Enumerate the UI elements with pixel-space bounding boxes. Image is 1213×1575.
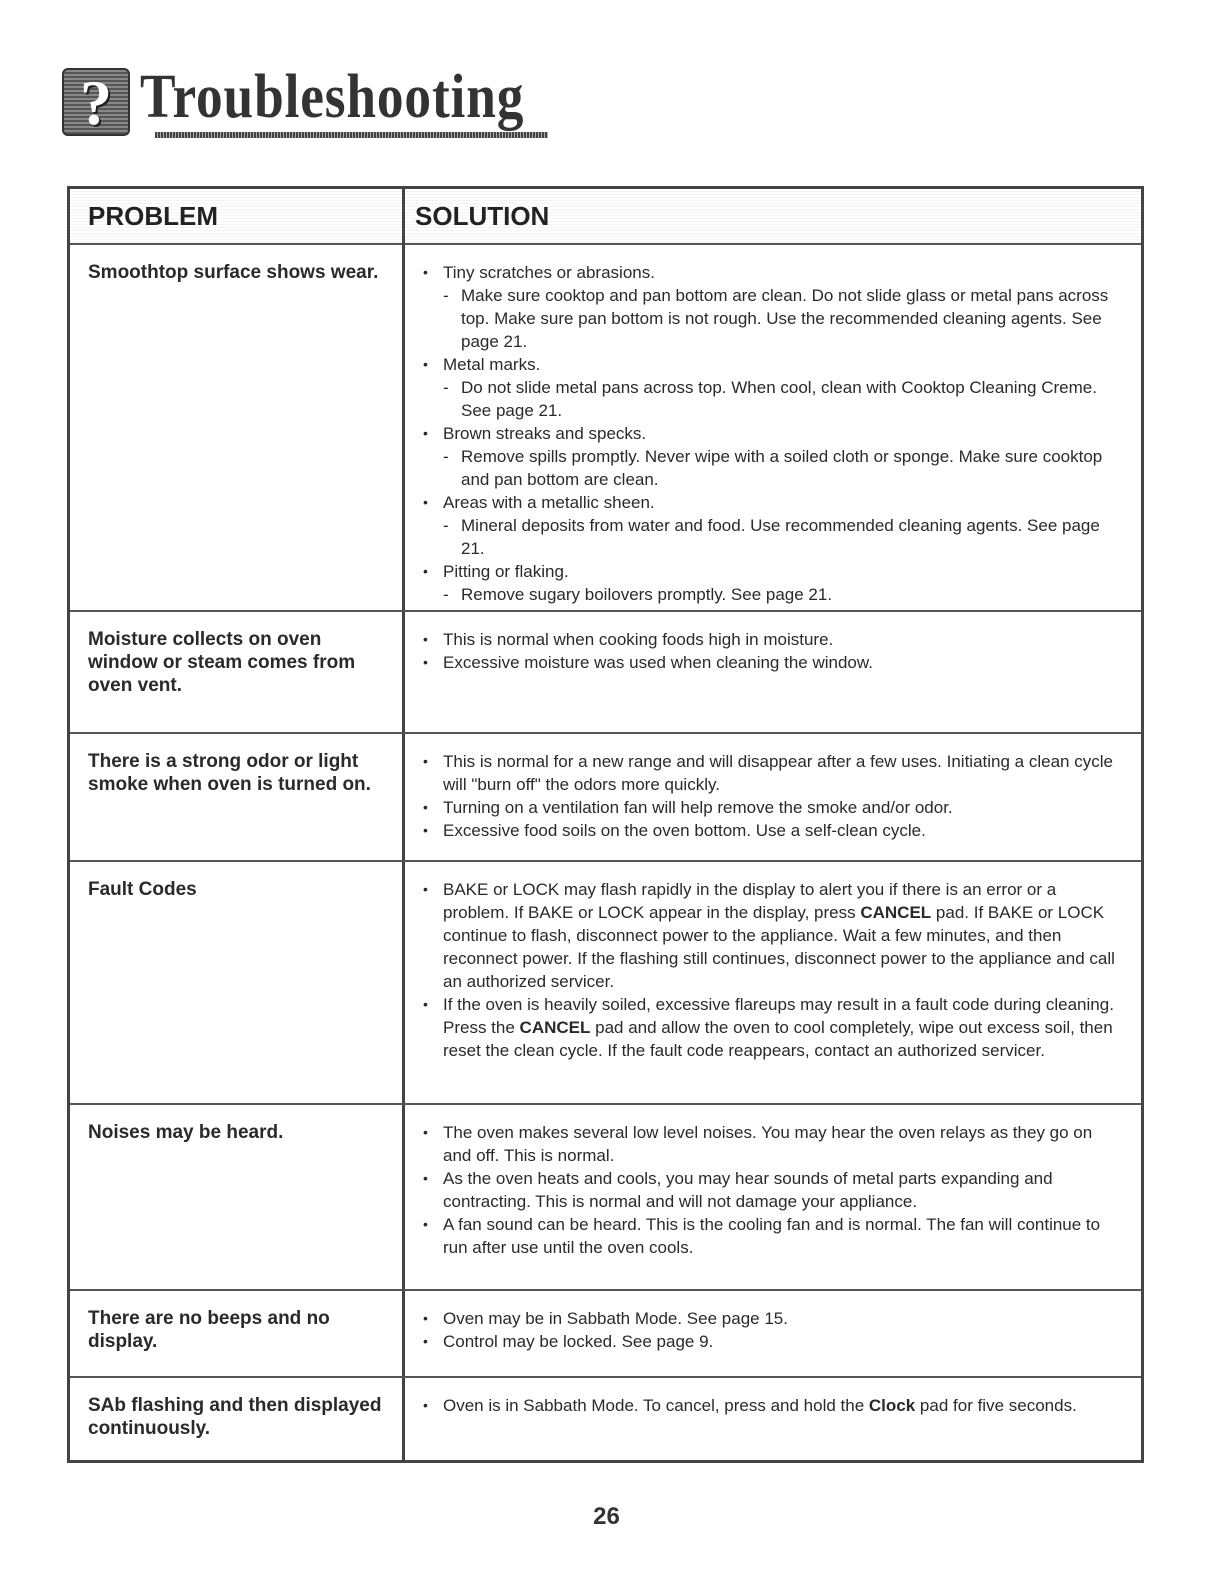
table-row [70, 243, 1141, 612]
solution-bullet: • Control may be locked. See page 9. [423, 1330, 1123, 1353]
solution-bullet: • As the oven heats and cools, you may hear sounds of metal parts expanding and contracting. This is normal and will not damage your appliance. [423, 1167, 1123, 1213]
solution-detail: - Remove spills promptly. Never wipe with a soiled cloth or sponge. Make sure cooktop and pan bottom are clean. [423, 445, 1123, 491]
solution-text [423, 1394, 1123, 1417]
table-row [70, 1103, 1141, 1291]
solution-bullet: • Turning on a ventilation fan will help remove the smoke and/or odor. [423, 796, 1123, 819]
problem-text: Moisture collects on oven window or steam comes from oven vent. [88, 629, 356, 696]
solution-text [423, 1307, 1123, 1353]
problem-column-header: PROBLEM [88, 201, 218, 231]
problem-text: There are no beeps and no display. [88, 1308, 330, 1352]
problem-text: Smoothtop surface shows wear. [88, 262, 379, 283]
solution-detail: - Do not slide metal pans across top. When cool, clean with Cooktop Cleaning Creme. See page 21. [423, 376, 1123, 422]
solution-bullet: • The oven makes several low level noises. You may hear the oven relays as they go on and off. This is normal. [423, 1121, 1123, 1167]
solution-column-header: SOLUTION [415, 201, 550, 231]
table-row [70, 860, 1141, 1105]
solution-bullet: • Oven is in Sabbath Mode. To cancel, press and hold the Clock pad for five seconds. [423, 1394, 1123, 1417]
table-header [70, 189, 1141, 245]
solution-text [423, 1121, 1123, 1259]
table-row [70, 1289, 1141, 1378]
solution-text [423, 878, 1123, 1062]
solution-bullet: • Brown streaks and specks. [423, 422, 1123, 445]
problem-text: There is a strong odor or light smoke when oven is turned on. [88, 751, 371, 795]
solution-detail: - Mineral deposits from water and food. Use recommended cleaning agents. See page 21. [423, 514, 1123, 560]
solution-detail: - Make sure cooktop and pan bottom are clean. Do not slide glass or metal pans across top. Make sure pan bottom is not rough. Use the recommended cleaning agents. See page 21. [423, 284, 1123, 353]
problem-text: SAb flashing and then displayed continuously. [88, 1395, 382, 1439]
problem-text: Fault Codes [88, 879, 197, 900]
troubleshooting-table [67, 186, 1144, 1463]
solution-bullet: • BAKE or LOCK may flash rapidly in the display to alert you if there is an error or a problem. If BAKE or LOCK appear in the display, press CANCEL pad. If BAKE or LOCK continue to flash, disconnect power to the appliance. Wait a few minutes, and then reconnect power. If the flashing still continues, disconnect power to the appliance and call an authorized servicer. [423, 878, 1123, 993]
solution-detail: - Remove sugary boilovers promptly. See page 21. [423, 583, 1123, 606]
table-row [70, 610, 1141, 734]
page-number: 26 [593, 1503, 620, 1530]
problem-text: Noises may be heard. [88, 1122, 284, 1143]
solution-bullet: • Areas with a metallic sheen. [423, 491, 1123, 514]
solution-bullet: • Tiny scratches or abrasions. [423, 261, 1123, 284]
page-title: Troubleshooting [140, 63, 525, 131]
solution-bullet: • This is normal for a new range and will disappear after a few uses. Initiating a clean cycle will "burn off" the odors more quickly. [423, 750, 1123, 796]
solution-text [423, 628, 1123, 674]
title-underline [155, 132, 548, 138]
table-row [70, 732, 1141, 862]
solution-bullet: • Metal marks. [423, 353, 1123, 376]
solution-bullet: • Excessive moisture was used when cleaning the window. [423, 651, 1123, 674]
solution-text [423, 750, 1123, 842]
solution-text [423, 261, 1123, 606]
solution-bullet: • A fan sound can be heard. This is the cooling fan and is normal. The fan will continue to run after use until the oven cools. [423, 1213, 1123, 1259]
solution-bullet: • Excessive food soils on the oven bottom. Use a self-clean cycle. [423, 819, 1123, 842]
page-header [60, 62, 525, 142]
solution-bullet: • Oven may be in Sabbath Mode. See page 15. [423, 1307, 1123, 1330]
solution-bullet: • This is normal when cooking foods high in moisture. [423, 628, 1123, 651]
solution-bullet: • If the oven is heavily soiled, excessive flareups may result in a fault code during cleaning. Press the CANCEL pad and allow the oven to cool completely, wipe out excess soil, then reset the clean cycle. If the fault code reappears, contact an authorized servicer. [423, 993, 1123, 1062]
question-mark-icon: ? [62, 68, 130, 136]
table-row [70, 1376, 1141, 1460]
solution-bullet: • Pitting or flaking. [423, 560, 1123, 583]
